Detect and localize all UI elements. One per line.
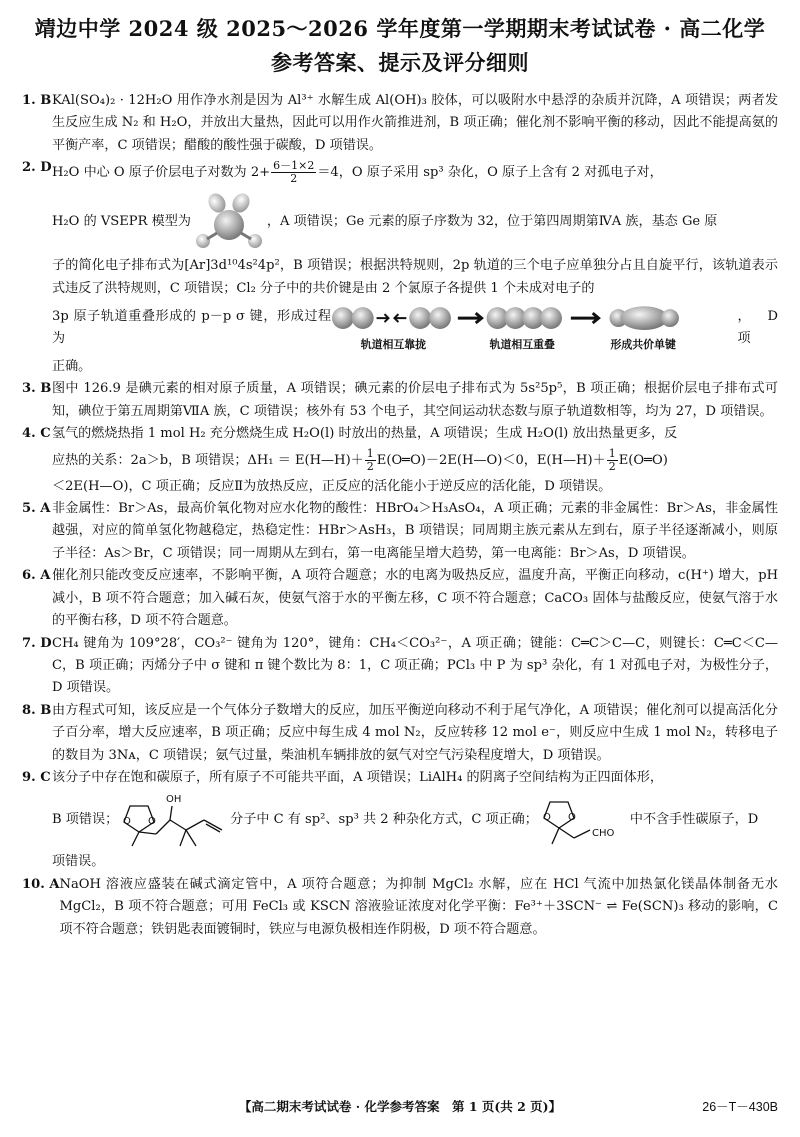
dioxolane-aldehyde-structure-icon (538, 790, 630, 850)
answer-number: 8. B (22, 702, 52, 718)
svg-text:O: O (542, 812, 551, 824)
svg-text:O: O (567, 812, 576, 824)
answer-text: 氢气的燃烧热指 1 mol H₂ 充分燃烧生成 H₂O(l) 时放出的热量，A 项错误；生成 H₂O(l) 放出热量更多，反 (52, 426, 678, 442)
footer-paper-code: 26－T－430B (702, 1100, 778, 1114)
fraction-denominator: 2 (608, 459, 616, 473)
answer-text: 催化剂只能改变反应速率，不影响平衡，A 项符合题意；水的电离为吸热反应，温度升高，平衡正向移动，c(H⁺) 增大，pH 减小，B 项不符合题意；加入碱石灰，使氨气溶于水的平衡左移，C 项不符合题意；CaCO₃ 固体与盐酸反应，使氨气溶于水的平衡右移，D 项不符合题意。 (52, 568, 778, 629)
page-subtitle: 参考答案、提示及评分细则 (271, 50, 529, 75)
answer-number: 5. A (22, 501, 51, 517)
answer-number: 10. A (22, 876, 60, 892)
answer-number: 6. A (22, 568, 51, 584)
answer-list (22, 90, 778, 941)
answer-item-1 (22, 90, 778, 157)
fraction-numerator: 1 (608, 446, 616, 460)
answer-text: E(O═O)－2E(H—O)＜0，E(H—H)＋ (376, 452, 606, 468)
answer-text: H₂O 的 VSEPR 模型为 (52, 214, 191, 230)
fraction-denominator: 2 (290, 172, 298, 186)
answer-item-3 (22, 378, 778, 423)
answer-number: 1. B (22, 93, 52, 108)
answer-number: 7. D (22, 635, 52, 651)
answer-item-5 (22, 498, 778, 565)
aldehyde-label: CHO (591, 828, 615, 840)
answer-text: 图中 126.9 是碘元素的相对原子质量，A 项错误；碘元素的价层电子排布式为 5s²5p⁵，B 项正确；根据价层电子排布式可知，碘位于第五周期第ⅦA 族，C 项错误；核外有 53 个电子，其空间运动状态数与原子轨道数相等，均为 27，D 项错误。 (52, 381, 778, 419)
svg-text:O: O (148, 816, 157, 828)
answer-text: 该分子中存在饱和碳原子，所有原子不可能共平面，A 项错误；LiAlH₄ 的阴离子空间结构为正四面体形， (52, 769, 663, 785)
answer-number: 2. D (22, 160, 52, 176)
arrow-icon (458, 313, 482, 323)
fraction (271, 160, 316, 185)
answer-text: 项错误。 (52, 854, 105, 870)
dioxolane-alcohol-structure-icon (118, 790, 230, 850)
answer-text: ，A 项错误；Ge 元素的原子序数为 32，位于第四周期第ⅣA 族，基态 Ge 原 (266, 214, 718, 230)
answer-number: 9. C (22, 769, 51, 785)
answer-text: 中不含手性碳原子，D (629, 812, 759, 828)
answer-text: ＝4，O 原子采用 sp³ 杂化，O 原子上含有 2 对孤电子对， (317, 165, 663, 181)
orbital-overlap-diagram (331, 302, 737, 354)
arrow-icon (571, 313, 599, 323)
answer-item-2 (22, 157, 778, 378)
hydroxyl-label: OH (166, 794, 182, 806)
answer-item-6 (22, 565, 778, 632)
answer-item-4 (22, 423, 778, 498)
answer-item-8 (22, 700, 778, 767)
answer-text: NaOH 溶液应盛装在碱式滴定管中，A 项符合题意；为抑制 MgCl₂ 水解，应在 HCl 气流中加热氯化镁晶体制备无水 MgCl₂，B 项不符合题意；可用 FeCl₃ 或 KSCN 溶液验证浓度对化学平衡：Fe³⁺＋3SCN⁻ ⇌ Fe(SCN)₃ 移动的影响，C 项不符合题意；铁钥匙表面镀铜时，铁应与电源负极相连作阴极，D 项不符合题意。 (59, 876, 778, 937)
answer-text: 由方程式可知，该反应是一个气体分子数增大的反应，加压平衡逆向移动不利于尾气净化，A 项错误；催化剂可以提高活化分子百分率，增大反应速率，B 项正确；反应中每生成 4 mol N₂，反应转移 12 mol e⁻，则反应中生成 1 mol N₂，转移电子的数目为 3Nᴀ，C 项错误；氨气过量，柴油机车辆排放的氨气对空气污染程度增大，D 项错误。 (52, 702, 778, 763)
svg-text:O: O (123, 816, 132, 828)
answer-item-9 (22, 767, 778, 874)
answer-number: 4. C (22, 426, 51, 442)
answer-text: 应热的关系：2a＞b，B 项错误；ΔH₁ ＝ E(H—H)＋ (52, 452, 364, 468)
fraction-denominator: 2 (366, 459, 374, 473)
answer-item-7 (22, 633, 778, 700)
single-bond-formed-icon (610, 306, 679, 330)
answer-text: KAl(SO₄)₂ · 12H₂O 用作净水剂是因为 Al³⁺ 水解生成 Al(OH)₃ 胶体，可以吸附水中悬浮的杂质并沉降，A 项错误；两者发生反应生成 N₂ 和 H₂O，并放出大量热，因此可以用作火箭推进剂，B 项正确；催化剂不影响平衡的移动，因此不能提高氨的平衡产率，C 项错误；醋酸的酸性强于碳酸，D 项错误。 (52, 93, 778, 153)
orbital-label-approach: 轨道相互靠拢 (360, 337, 427, 351)
answer-text: ＜2E(H—O)，C 项正确；反应Ⅱ为放热反应，正反应的活化能小于逆反应的活化能，D 项错误。 (52, 478, 612, 494)
vsepr-water-model-icon (191, 191, 267, 253)
fraction-numerator: 1 (366, 446, 374, 460)
answer-text: 正确。 (52, 359, 92, 375)
fraction (607, 448, 618, 473)
footer-page-info: 【高二期末考试试卷 · 化学参考答案 第 1 页(共 2 页)】 (238, 1099, 562, 1114)
answer-text: CH₄ 键角为 109°28′，CO₃²⁻ 键角为 120°，键角：CH₄＜CO₃²⁻，A 项正确；键能：C═C＞C—C，则键长：C═C＜C—C，B 项正确；丙烯分子中 σ 键和 π 键个数比为 8：1，C 项正确；PCl₃ 中 P 为 sp³ 杂化，有 1 对孤电子对，为极性分子，D 项错误。 (52, 635, 778, 696)
fraction-numerator: 6－1×2 (273, 159, 315, 173)
orbital-label-overlap: 轨道相互重叠 (489, 337, 556, 351)
answer-text: 非金属性：Br＞As，最高价氧化物对应水化物的酸性：HBrO₄＞H₃AsO₄，A 项正确；元素的非金属性：Br＞As，非金属性越强，对应的简单氢化物越稳定，热稳定性：HBr＞AsH₃，B 项错误；同周期主族元素从左到右，原子半径逐渐减小，则原子半径：As＞Br，C 项错误；同一周期从左到右，第一电离能呈增大趋势，第一电离能：Br＞As，D 项错误。 (52, 501, 778, 561)
orbital-label-bond: 形成共价单键 (610, 337, 677, 351)
answer-item-10 (22, 874, 778, 941)
answer-text: B 项错误； (52, 812, 119, 828)
answer-text: E(O═O) (618, 452, 668, 468)
answer-text: 3p 原子轨道重叠形成的 p－p σ 键，形成过程为 (52, 308, 332, 347)
answer-number: 3. B (22, 381, 52, 397)
page-footer (22, 1097, 778, 1119)
answer-text: 子的简化电子排布式为[Ar]3d¹⁰4s²4p²，B 项错误；根据洪特规则，2p 轨道的三个电子应单独分占且自旋平行，该轨道表示式违反了洪特规则，C 项错误；Cl₂ 分子中的共价键是由 2 个氯原子各提供 1 个未成对电子的 (52, 258, 778, 296)
page-title: 靖边中学 2024 级 2025～2026 学年度第一学期期末考试试卷 · 高二化学 (34, 16, 766, 41)
fraction (365, 448, 376, 473)
answer-text: 分子中 C 有 sp²、sp³ 共 2 种杂化方式，C 项正确； (230, 812, 538, 828)
orbitals-approach-icon (332, 307, 451, 329)
answer-text: ，D 项 (737, 308, 779, 347)
answer-text: H₂O 中心 O 原子价层电子对数为 2+ (52, 165, 271, 181)
orbitals-overlap-icon (487, 307, 562, 329)
